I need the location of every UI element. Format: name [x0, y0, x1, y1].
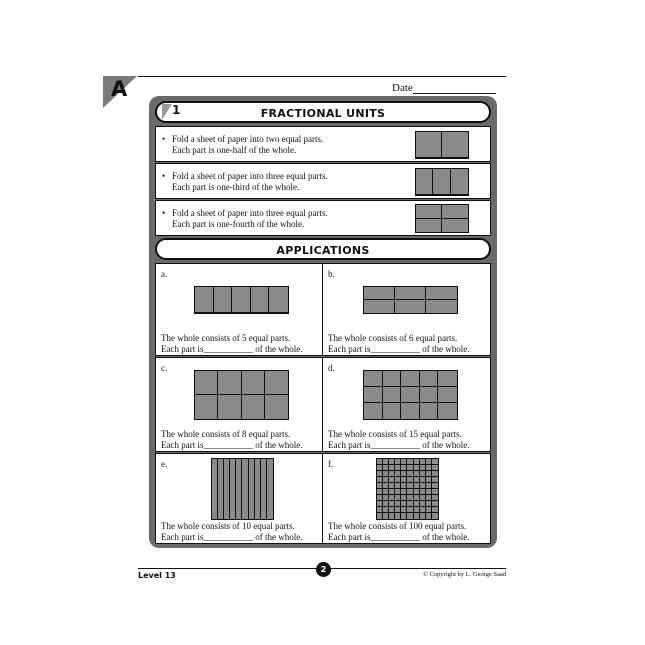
diagram-a	[194, 286, 289, 314]
answer-prompt: Each part is___________ of the whole.	[328, 344, 470, 354]
grid-part	[420, 371, 439, 387]
cell-letter: e.	[161, 459, 168, 469]
diagram-f	[376, 458, 439, 520]
grid-part	[383, 403, 402, 419]
fraction-line2: Each part is one-half of the whole.	[172, 145, 297, 155]
answer-prompt: Each part is___________ of the whole.	[161, 440, 303, 450]
fraction-row-third	[155, 163, 491, 199]
date-blank[interactable]	[413, 93, 496, 94]
grid-part	[267, 459, 273, 519]
date-label: Date	[392, 82, 413, 94]
fractional-units-header	[155, 101, 491, 123]
top-rule	[138, 76, 506, 77]
answer-prompt: Each part is___________ of the whole.	[328, 440, 470, 450]
diagram-b	[363, 286, 458, 314]
application-cell-c	[155, 357, 323, 452]
cell-text	[161, 521, 302, 543]
grid-part	[401, 387, 420, 403]
unit-number: 1	[172, 103, 181, 117]
half-diagram	[415, 131, 469, 159]
fraction-line2: Each part is one-third of the whole.	[172, 182, 300, 192]
cell-letter: f.	[328, 459, 334, 469]
cell-letter: a.	[161, 269, 168, 279]
grid-part	[432, 513, 438, 519]
cell-text	[328, 429, 469, 451]
fraction-text	[172, 171, 328, 193]
grid-part	[438, 371, 457, 387]
application-cell-f	[322, 453, 491, 544]
fourth-diagram	[415, 204, 469, 233]
grid-part	[438, 403, 457, 419]
fraction-line2: Each part is one-fourth of the whole.	[172, 219, 305, 229]
answer-prompt: Each part is___________ of the whole.	[161, 344, 303, 354]
fraction-line1: Fold a sheet of paper into three equal parts.	[172, 171, 328, 181]
answer-prompt: Each part is___________ of the whole.	[161, 532, 303, 542]
fraction-line1: Fold a sheet of paper into three equal parts.	[172, 208, 328, 218]
level-label: Level 13	[138, 571, 176, 580]
grid-part	[383, 387, 402, 403]
page-number: 2	[316, 562, 331, 577]
application-cell-b	[322, 263, 491, 356]
cell-letter: d.	[328, 363, 335, 373]
fraction-row-fourth	[155, 200, 491, 236]
grid-part	[364, 371, 383, 387]
diagram-e	[211, 458, 274, 520]
cell-text	[328, 521, 469, 543]
cell-text	[161, 429, 302, 451]
parts-statement: The whole consists of 100 equal parts.	[328, 521, 467, 531]
parts-statement: The whole consists of 10 equal parts.	[161, 521, 295, 531]
grid-part	[364, 403, 383, 419]
cell-text	[161, 333, 302, 355]
grid-part	[401, 403, 420, 419]
diagram-c	[194, 370, 289, 420]
grid-part	[401, 371, 420, 387]
parts-statement: The whole consists of 6 equal parts.	[328, 333, 458, 343]
fractional-units-title: FRACTIONAL UNITS	[260, 107, 386, 120]
answer-prompt: Each part is___________ of the whole.	[328, 532, 470, 542]
fraction-text	[172, 208, 328, 230]
parts-statement: The whole consists of 15 equal parts.	[328, 429, 462, 439]
copyright: © Copyright by L. George Saad	[423, 571, 507, 578]
grid-part	[420, 403, 439, 419]
diagram-d	[363, 370, 458, 420]
applications-title: APPLICATIONS	[276, 244, 370, 257]
cell-letter: c.	[161, 363, 168, 373]
parts-statement: The whole consists of 5 equal parts.	[161, 333, 291, 343]
parts-statement: The whole consists of 8 equal parts.	[161, 429, 291, 439]
third-diagram	[415, 168, 469, 196]
grid-part	[420, 387, 439, 403]
fraction-row-half	[155, 126, 491, 162]
bullet: •	[162, 134, 166, 144]
bullet: •	[162, 171, 166, 181]
application-cell-e	[155, 453, 323, 544]
applications-header	[155, 238, 491, 260]
section-letter: A	[111, 77, 128, 101]
bullet: •	[162, 208, 166, 218]
fraction-line1: Fold a sheet of paper into two equal parts.	[172, 134, 324, 144]
application-cell-d	[322, 357, 491, 452]
cell-text	[328, 333, 469, 355]
grid-part	[364, 387, 383, 403]
application-cell-a	[155, 263, 323, 356]
fraction-text	[172, 134, 323, 156]
grid-part	[383, 371, 402, 387]
grid-part	[438, 387, 457, 403]
cell-letter: b.	[328, 269, 335, 279]
